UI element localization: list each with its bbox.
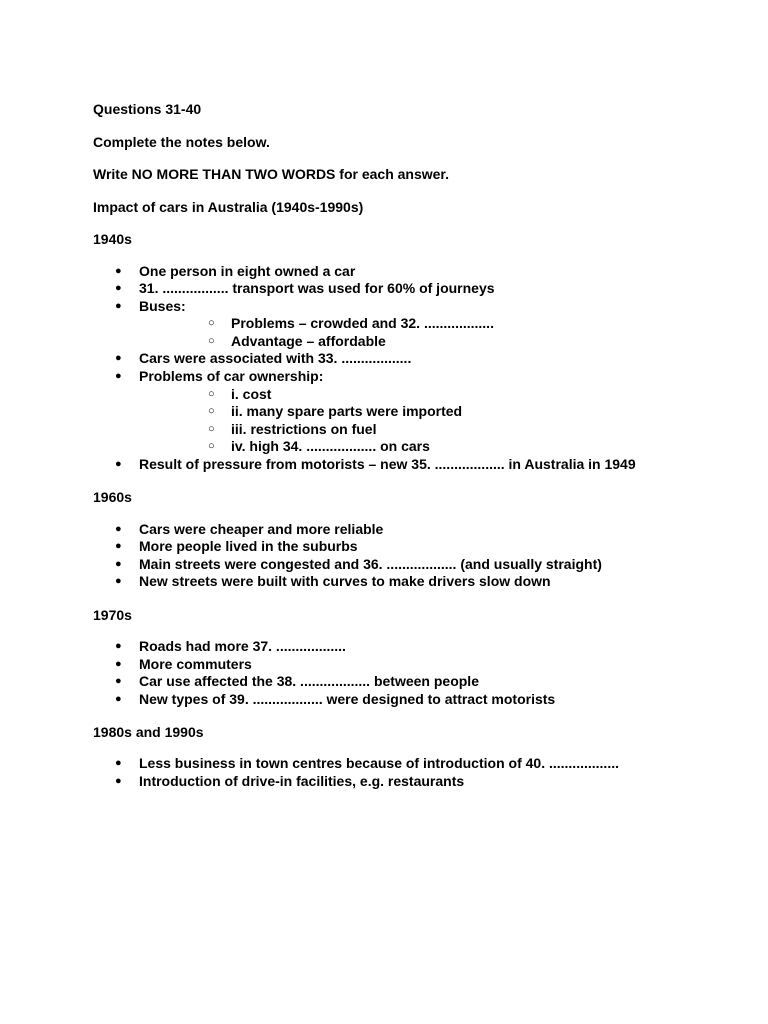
list-item-text: More commuters bbox=[139, 655, 252, 672]
list-item-text: Cars were cheaper and more reliable bbox=[139, 520, 384, 537]
section-heading-1980s-1990s: 1980s and 1990s bbox=[93, 723, 204, 740]
list-item bbox=[93, 773, 748, 791]
circle-bullet-icon: ○ bbox=[208, 422, 215, 435]
sub-list-item-text: ii. many spare parts were imported bbox=[231, 403, 463, 420]
questions-heading: Questions 31-40 bbox=[93, 101, 202, 117]
instruction-complete: Complete the notes below. bbox=[93, 133, 270, 150]
list-item-text: New streets were built with curves to make drivers slow down bbox=[139, 573, 551, 590]
list-item bbox=[93, 298, 748, 351]
instruction-word-limit: Write NO MORE THAN TWO WORDS for each answer. bbox=[93, 166, 450, 182]
section-heading-1970s: 1970s bbox=[93, 606, 132, 623]
bullet-icon: ● bbox=[115, 575, 122, 588]
bullet-icon: ● bbox=[115, 370, 122, 383]
document-page bbox=[93, 100, 748, 791]
bullet-icon: ● bbox=[115, 757, 122, 770]
problems-sublist bbox=[139, 386, 748, 456]
list-item bbox=[93, 521, 748, 539]
sub-list-item-text: Problems – crowded and 32. .................. bbox=[231, 315, 494, 332]
list-item bbox=[93, 368, 748, 456]
sub-list-item bbox=[139, 386, 748, 404]
bullet-icon: ● bbox=[115, 522, 122, 535]
list-item bbox=[93, 656, 748, 674]
list-item-text: Introduction of drive-in facilities, e.g. restaurants bbox=[139, 772, 465, 789]
list-item-text: Main streets were congested and 36. .................. (and usually straight) bbox=[139, 555, 602, 572]
sub-list-item-text: Advantage – affordable bbox=[231, 332, 386, 349]
sub-list-item-text: iv. high 34. .................. on cars bbox=[231, 438, 430, 455]
bullet-icon: ● bbox=[115, 675, 122, 688]
sub-list-item bbox=[139, 315, 748, 333]
bullet-icon: ● bbox=[115, 640, 122, 652]
list-item-text: Roads had more 37. .................. bbox=[139, 638, 346, 654]
buses-sublist bbox=[139, 315, 748, 350]
list-item bbox=[93, 755, 748, 773]
notes-title: Impact of cars in Australia (1940s-1990s) bbox=[93, 198, 364, 215]
bullet-icon: ● bbox=[115, 692, 122, 705]
list-item-text: Result of pressure from motorists – new 35. .................. in Australia in 1949 bbox=[139, 456, 636, 473]
list-1980s-1990s bbox=[93, 755, 748, 790]
list-item-text: Less business in town centres because of introduction of 40. .................. bbox=[139, 755, 619, 772]
list-item bbox=[93, 638, 748, 656]
list-item bbox=[93, 280, 748, 298]
section-heading-1940s: 1940s bbox=[93, 231, 132, 247]
list-item bbox=[93, 350, 748, 368]
sub-list-item bbox=[139, 403, 748, 421]
bullet-icon: ● bbox=[115, 774, 122, 787]
list-item bbox=[93, 538, 748, 556]
bullet-icon: ● bbox=[115, 264, 122, 277]
sub-list-item-text: iii. restrictions on fuel bbox=[231, 420, 377, 437]
bullet-icon: ● bbox=[115, 352, 122, 365]
list-item bbox=[93, 691, 748, 709]
bullet-icon: ● bbox=[115, 299, 122, 312]
circle-bullet-icon: ○ bbox=[208, 387, 215, 400]
list-1940s bbox=[93, 263, 748, 474]
list-item-text: Car use affected the 38. .................. between people bbox=[139, 673, 479, 690]
bullet-icon: ● bbox=[115, 458, 122, 471]
section-heading-1960s: 1960s bbox=[93, 489, 132, 506]
sub-list-item bbox=[139, 421, 748, 439]
list-1970s bbox=[93, 638, 748, 708]
sub-list-item-text: i. cost bbox=[231, 385, 272, 402]
bullet-icon: ● bbox=[115, 282, 122, 295]
list-item-text: 31. ................. transport was used for 60% of journeys bbox=[139, 280, 495, 297]
bullet-icon: ● bbox=[115, 557, 122, 570]
list-item bbox=[93, 456, 748, 474]
list-1960s bbox=[93, 521, 748, 591]
bullet-icon: ● bbox=[115, 540, 122, 553]
bullet-icon: ● bbox=[115, 657, 122, 670]
list-item bbox=[93, 556, 748, 574]
list-item-text: New types of 39. .................. were designed to attract motorists bbox=[139, 690, 556, 707]
list-item-text: Buses: bbox=[139, 297, 186, 314]
list-item-text: More people lived in the suburbs bbox=[139, 538, 358, 555]
sub-list-item bbox=[139, 333, 748, 351]
list-item bbox=[93, 673, 748, 691]
list-item-text: One person in eight owned a car bbox=[139, 262, 356, 279]
list-item bbox=[93, 573, 748, 591]
list-item-text: Problems of car ownership: bbox=[139, 368, 324, 385]
sub-list-item bbox=[139, 438, 748, 456]
list-item-text: Cars were associated with 33. .................. bbox=[139, 350, 412, 367]
circle-bullet-icon: ○ bbox=[208, 317, 215, 330]
circle-bullet-icon: ○ bbox=[208, 440, 215, 453]
circle-bullet-icon: ○ bbox=[208, 334, 215, 347]
circle-bullet-icon: ○ bbox=[208, 405, 215, 418]
list-item bbox=[93, 263, 748, 281]
